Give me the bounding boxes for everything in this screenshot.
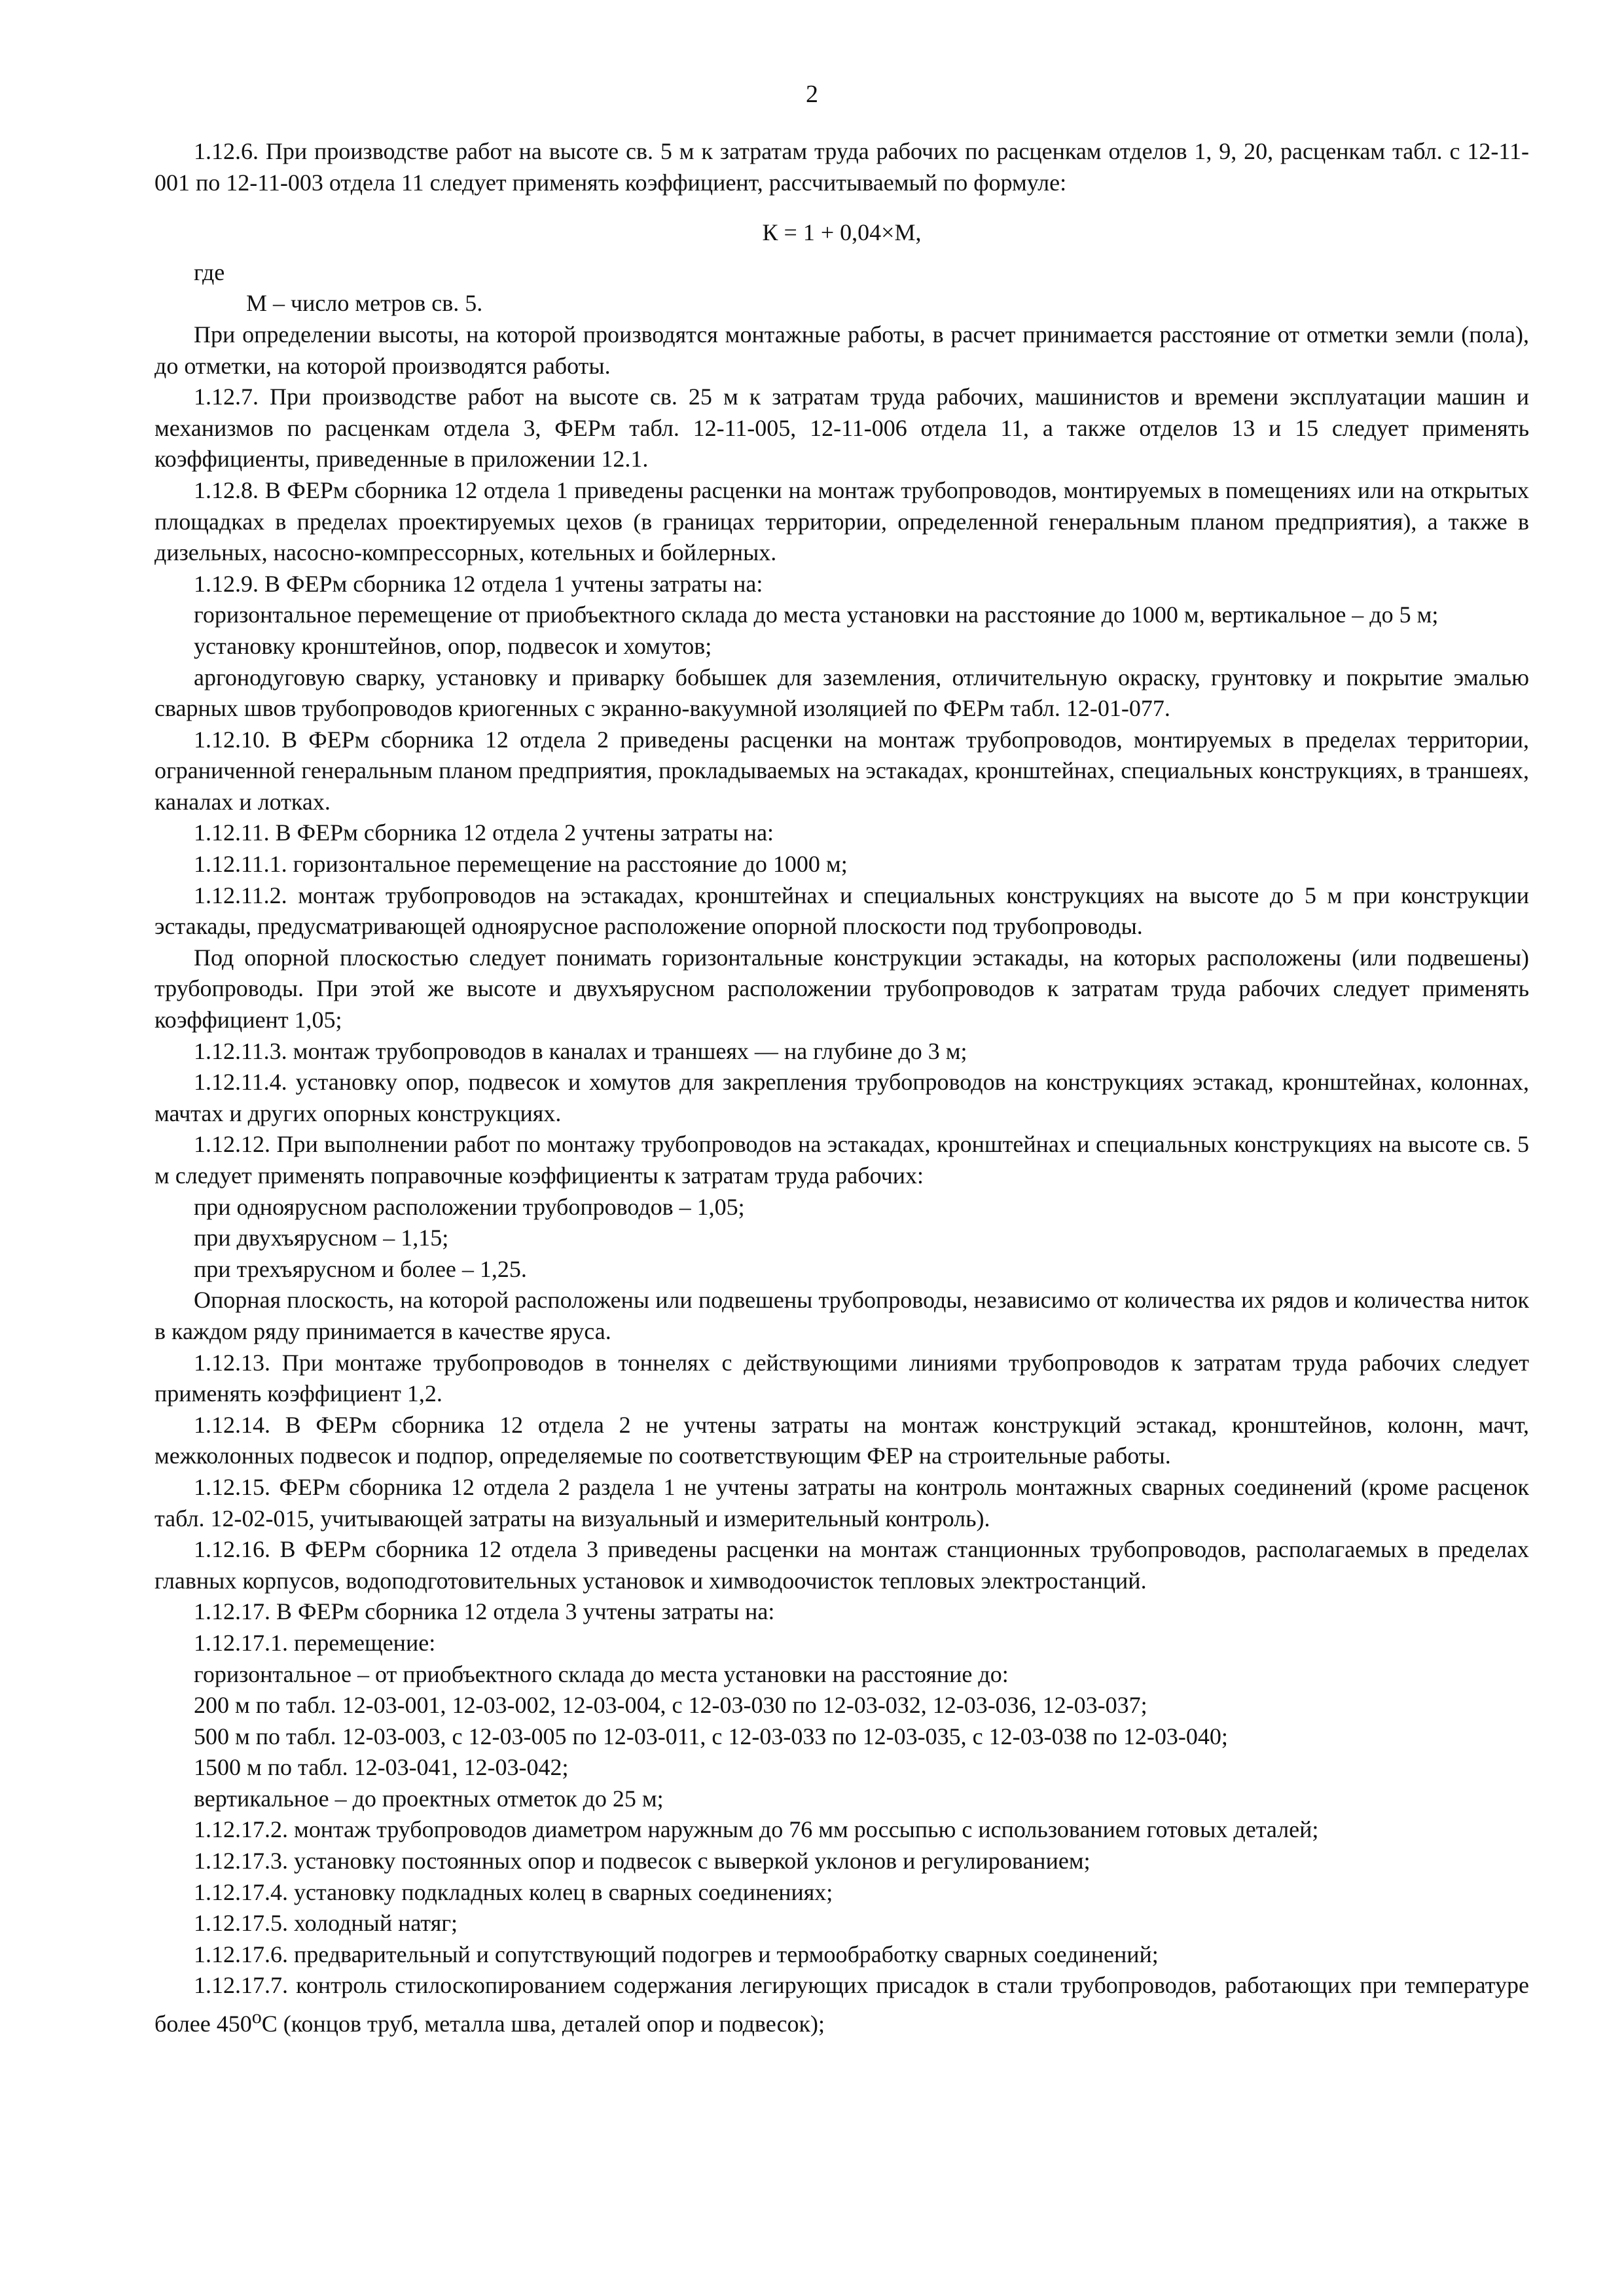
list-item-three-tier: при трехъярусном и более – 1,25. (194, 1255, 527, 1282)
paragraph-1-12-17-4: 1.12.17.4. установку подкладных колец в сварных соединениях; (194, 1878, 833, 1905)
paragraph-1-12-17-7 (154, 1970, 1529, 2039)
paragraph-1-12-10: 1.12.10. В ФЕРм сборника 12 отдела 2 приведены расценки на монтаж трубопроводов, монтируемых в пределах территории, ограниченной генеральным планом предприятия, прокладываемых на эстакадах, кронштейнах, специальных конструкциях, в траншеях, каналах и лотках. (154, 726, 1529, 815)
paragraph-1-12-17-7-start: 1.12.17.7. контроль стилоскопированием содержания легирующих присадок в стали трубопроводов, работающих при температуре более 450 (154, 1972, 1529, 2037)
paragraph-horizontal-movement: горизонтальное перемещение от приобъектного склада до места установки на расстояние до 1000 м, вертикальное – до 5 м; (194, 601, 1439, 628)
paragraph-1-12-17-2: 1.12.17.2. монтаж трубопроводов диаметром наружным до 76 мм россыпью с использованием готовых деталей; (194, 1816, 1319, 1843)
paragraph-1-12-11: 1.12.11. В ФЕРм сборника 12 отдела 2 учтены затраты на: (194, 819, 774, 846)
paragraph-tier-definition: Опорная плоскость, на которой расположены или подвешены трубопроводы, независимо от количества их рядов и количества ниток в каждом ряду принимается в качестве яруса. (154, 1287, 1529, 1344)
degree-superscript: о (251, 2006, 262, 2028)
paragraph-1-12-17-5: 1.12.17.5. холодный натяг; (194, 1910, 458, 1937)
list-item-1500m: 1500 м по табл. 12-03-041, 12-03-042; (194, 1754, 569, 1781)
paragraph-1-12-17: 1.12.17. В ФЕРм сборника 12 отдела 3 учтены затраты на: (194, 1598, 775, 1625)
paragraph-1-12-11-4: 1.12.11.4. установку опор, подвесок и хомутов для закрепления трубопроводов на конструкциях эстакад, кронштейнах, колоннах, мачтах и других опорных конструкциях. (154, 1069, 1529, 1126)
list-item-single-tier: при одноярусном расположении трубопроводов – 1,05; (194, 1193, 745, 1220)
document-body (154, 136, 1529, 2040)
paragraph-horizontal-distance: горизонтальное – от приобъектного склада до места установки на расстояние до: (194, 1660, 1009, 1687)
paragraph-1-12-6: 1.12.6. При производстве работ на высоте св. 5 м к затратам труда рабочих по расценкам отделов 1, 9, 20, расценкам табл. с 12-11-001 по 12-11-003 отдела 11 следует применять коэффициент, рассчитываемый по формуле: (154, 138, 1529, 196)
list-item-200m: 200 м по табл. 12-03-001, 12-03-002, 12-03-004, с 12-03-030 по 12-03-032, 12-03-036, 12-03-037; (194, 1692, 1147, 1719)
where-definition: М – число метров св. 5. (246, 290, 483, 317)
paragraph-1-12-15: 1.12.15. ФЕРм сборника 12 отдела 2 раздела 1 не учтены затраты на контроль монтажных сварных соединений (кроме расценок табл. 12-02-015, учитывающей затраты на визуальный и измерительный контроль). (154, 1473, 1529, 1532)
paragraph-1-12-17-3: 1.12.17.3. установку постоянных опор и подвесок с выверкой уклонов и регулированием; (194, 1848, 1091, 1874)
page-number: 2 (806, 81, 818, 108)
paragraph-1-12-17-7-end: С (концов труб, металла шва, деталей опор и подвесок); (261, 2011, 825, 2037)
paragraph-1-12-9: 1.12.9. В ФЕРм сборника 12 отдела 1 учтены затраты на: (194, 570, 763, 597)
paragraph-brackets-install: установку кронштейнов, опор, подвесок и хомутов; (194, 632, 712, 659)
paragraph-height-definition: При определении высоты, на которой производятся монтажные работы, в расчет принимается расстояние от отметки земли (пола), до отметки, на которой производятся работы. (154, 321, 1529, 379)
paragraph-1-12-11-2: 1.12.11.2. монтаж трубопроводов на эстакадах, кронштейнах и специальных конструкциях на высоте до 5 м при конструкции эстакады, предусматривающей одноярусное расположение опорной плоскости под трубопроводы. (154, 882, 1529, 940)
where-label: где (194, 259, 225, 285)
paragraph-argon-welding: аргонодуговую сварку, установку и приварку бобышек для заземления, отличительную окраску, грунтовку и покрытие эмалью сварных швов трубопроводов криогенных с экранно-вакуумной изоляцией по ФЕРм табл. 12-01-077. (154, 664, 1529, 722)
list-item-two-tier: при двухъярусном – 1,15; (194, 1225, 449, 1251)
paragraph-support-plane: Под опорной плоскостью следует понимать горизонтальные конструкции эстакады, на которых расположены (или подвешены) трубопроводы. При этой же высоте и двухъярусном расположении трубопроводов к затратам труда рабочих следует применять коэффициент 1,05; (154, 944, 1529, 1033)
paragraph-1-12-12: 1.12.12. При выполнении работ по монтажу трубопроводов на эстакадах, кронштейнах и специальных конструкциях на высоте св. 5 м следует применять поправочные коэффициенты к затратам труда рабочих: (154, 1131, 1529, 1189)
paragraph-1-12-17-1: 1.12.17.1. перемещение: (194, 1629, 436, 1656)
paragraph-1-12-13: 1.12.13. При монтаже трубопроводов в тоннелях с действующими линиями трубопроводов к затратам труда рабочих следует применять коэффициент 1,2. (154, 1349, 1529, 1407)
list-item-500m: 500 м по табл. 12-03-003, с 12-03-005 по 12-03-011, с 12-03-033 по 12-03-035, с 12-03-038 по 12-03-040; (194, 1723, 1228, 1749)
list-item-vertical: вертикальное – до проектных отметок до 25 м; (194, 1785, 664, 1812)
paragraph-1-12-8: 1.12.8. В ФЕРм сборника 12 отдела 1 приведены расценки на монтаж трубопроводов, монтируемых в помещениях или на открытых площадках в пределах проектируемых цехов (в границах территории, определенной генеральным планом предприятия), а также в дизельных, насосно-компрессорных, котельных и бойлерных. (154, 476, 1529, 566)
paragraph-1-12-17-6: 1.12.17.6. предварительный и сопутствующий подогрев и термообработку сварных соединений; (194, 1941, 1159, 1967)
paragraph-1-12-16: 1.12.16. В ФЕРм сборника 12 отдела 3 приведены расценки на монтаж станционных трубопроводов, располагаемых в пределах главных корпусов, водоподготовительных установок и химводоочисток тепловых электростанций. (154, 1536, 1529, 1594)
paragraph-1-12-11-1: 1.12.11.1. горизонтальное перемещение на расстояние до 1000 м; (194, 851, 848, 878)
paragraph-1-12-11-3: 1.12.11.3. монтаж трубопроводов в каналах и траншеях — на глубине до 3 м; (194, 1037, 967, 1064)
coefficient-formula: К = 1 + 0,04×М, (762, 219, 922, 246)
paragraph-1-12-7: 1.12.7. При производстве работ на высоте св. 25 м к затратам труда рабочих, машинистов и времени эксплуатации машин и механизмов по расценкам отдела 3, ФЕРм табл. 12-11-005, 12-11-006 отдела 11, а также отделов 13 и 15 следует применять коэффициенты, приведенные в приложении 12.1. (154, 384, 1529, 473)
paragraph-1-12-14: 1.12.14. В ФЕРм сборника 12 отдела 2 не учтены затраты на монтаж конструкций эстакад, кронштейнов, колонн, мачт, межколонных подвесок и подпор, определяемые по соответствующим ФЕР на строительные работы. (154, 1411, 1529, 1469)
